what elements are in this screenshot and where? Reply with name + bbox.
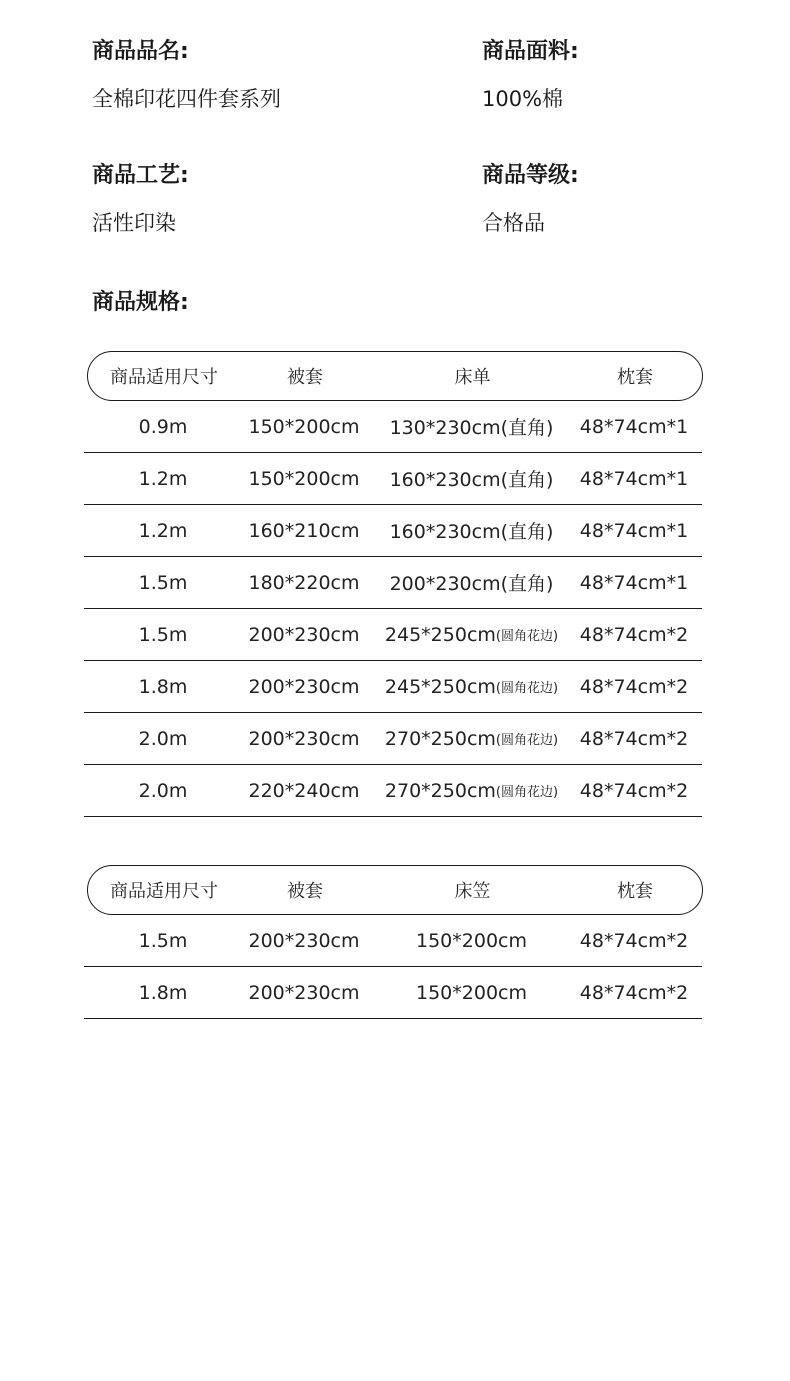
cell-size: 1.8m	[138, 675, 188, 698]
spec-table-sheet	[84, 351, 702, 817]
cell-size: 1.5m	[138, 571, 188, 594]
cell-pillow: 48*74cm*1	[579, 467, 689, 490]
cell-size: 0.9m	[138, 415, 188, 438]
product-name-value: 全棉印花四件套系列	[92, 87, 281, 111]
table-row	[84, 967, 702, 1019]
product-fabric-label: 商品面料:	[482, 39, 579, 64]
header-pillow: 枕套	[617, 367, 653, 388]
header-cover: 被套	[287, 881, 323, 902]
product-name-label: 商品品名:	[92, 39, 189, 64]
cell-cover: 200*230cm	[248, 727, 360, 750]
table-row	[84, 505, 702, 557]
cell-cover: 200*230cm	[248, 981, 360, 1004]
cell-cover: 160*210cm	[248, 519, 360, 542]
cell-cover: 220*240cm	[248, 779, 360, 802]
cell-cover: 180*220cm	[248, 571, 360, 594]
product-spec-label: 商品规格:	[92, 290, 189, 315]
cell-sheet	[374, 401, 569, 452]
product-grade-value: 合格品	[482, 211, 545, 235]
cell-sheet-size: 130*230cm(直角)	[389, 417, 554, 439]
cell-sheet-size: 200*230cm(直角)	[389, 573, 554, 595]
cell-cover: 200*230cm	[248, 623, 360, 646]
header-pillow: 枕套	[617, 881, 653, 902]
header-cover: 被套	[287, 367, 323, 388]
cell-pillow: 48*74cm*2	[579, 981, 689, 1004]
table-row	[84, 713, 702, 765]
cell-sheet	[374, 967, 569, 1018]
cell-sheet-size: 270*250cm	[384, 779, 496, 802]
cell-sheet	[374, 661, 569, 712]
table-header	[87, 865, 703, 915]
cell-pillow: 48*74cm*2	[579, 675, 689, 698]
cell-pillow: 48*74cm*1	[579, 571, 689, 594]
product-craft-value: 活性印染	[92, 211, 176, 235]
cell-sheet-size: 270*250cm	[384, 727, 496, 750]
table-body	[84, 401, 702, 817]
header-sheet: 床单	[454, 367, 491, 388]
cell-sheet-size: 245*250cm	[384, 675, 496, 698]
cell-size: 1.8m	[138, 981, 188, 1004]
cell-sheet	[374, 915, 569, 966]
table-row	[84, 557, 702, 609]
table-row	[84, 401, 702, 453]
cell-sheet-size: 160*230cm(直角)	[389, 469, 554, 491]
spec-table-fitted	[84, 865, 702, 1019]
table-row	[84, 915, 702, 967]
cell-size: 2.0m	[138, 779, 188, 802]
cell-pillow: 48*74cm*2	[579, 727, 689, 750]
cell-sheet-note: (圆角花边)	[495, 785, 559, 800]
table-body	[84, 915, 702, 1019]
cell-size: 1.2m	[138, 467, 188, 490]
table-row	[84, 765, 702, 817]
table-row	[84, 609, 702, 661]
table-header	[87, 351, 703, 401]
cell-sheet	[374, 505, 569, 556]
cell-size: 1.5m	[138, 929, 188, 952]
cell-sheet	[374, 765, 569, 816]
product-grade-label: 商品等级:	[482, 163, 579, 188]
cell-sheet-size: 150*200cm	[416, 929, 527, 952]
cell-sheet	[374, 609, 569, 660]
header-size: 商品适用尺寸	[110, 881, 218, 902]
cell-sheet-size: 160*230cm(直角)	[389, 521, 554, 543]
cell-sheet-size: 245*250cm	[384, 623, 496, 646]
cell-pillow: 48*74cm*1	[579, 519, 689, 542]
cell-size: 1.2m	[138, 519, 188, 542]
table-row	[84, 453, 702, 505]
cell-size: 2.0m	[138, 727, 188, 750]
product-craft-label: 商品工艺:	[92, 163, 189, 188]
cell-sheet-note: (圆角花边)	[495, 733, 559, 748]
cell-cover: 200*230cm	[248, 675, 360, 698]
cell-pillow: 48*74cm*2	[579, 779, 689, 802]
cell-cover: 200*230cm	[248, 929, 360, 952]
table-row	[84, 661, 702, 713]
cell-sheet	[374, 557, 569, 608]
cell-pillow: 48*74cm*2	[579, 623, 689, 646]
cell-sheet-note: (圆角花边)	[495, 681, 559, 696]
product-fabric-value: 100%棉	[482, 87, 564, 111]
cell-cover: 150*200cm	[248, 467, 360, 490]
header-size: 商品适用尺寸	[110, 367, 218, 388]
cell-cover: 150*200cm	[248, 415, 360, 438]
cell-size: 1.5m	[138, 623, 188, 646]
cell-sheet	[374, 453, 569, 504]
cell-pillow: 48*74cm*2	[579, 929, 689, 952]
header-fitted-sheet: 床笠	[454, 881, 491, 902]
cell-pillow: 48*74cm*1	[579, 415, 689, 438]
cell-sheet-note: (圆角花边)	[495, 629, 559, 644]
cell-sheet-size: 150*200cm	[416, 981, 527, 1004]
cell-sheet	[374, 713, 569, 764]
